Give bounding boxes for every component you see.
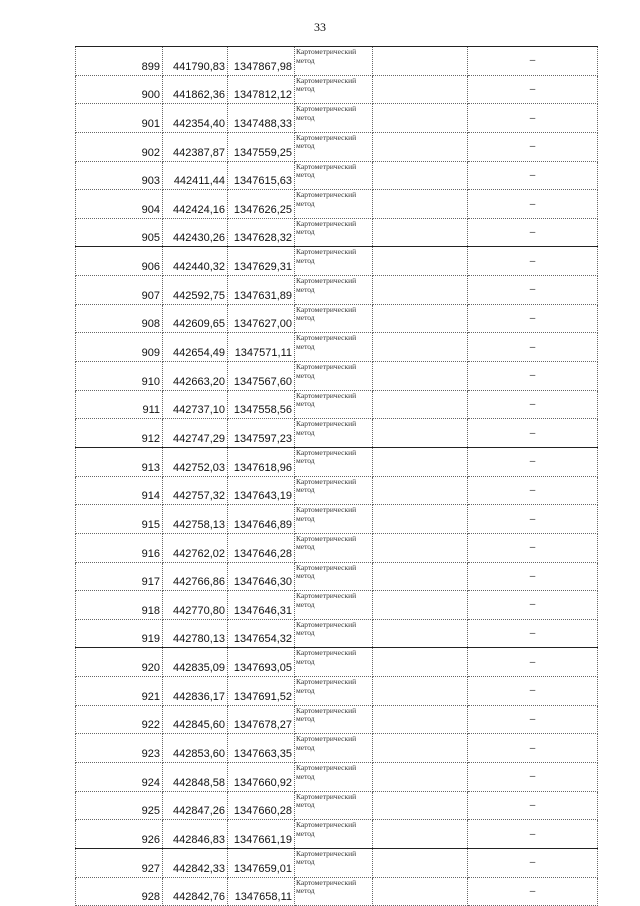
empty-cell (373, 562, 468, 591)
x-coordinate-cell: 442842,33 (163, 848, 228, 877)
method-cell: Картометрический метод (295, 190, 373, 219)
point-number-cell: 916 (76, 533, 163, 562)
table-row (76, 447, 598, 476)
y-coordinate-cell: 1347658,11 (228, 877, 295, 906)
table-row (76, 820, 598, 849)
note-cell: – (468, 505, 598, 534)
point-number-cell: 901 (76, 104, 163, 133)
method-cell: Картометрический метод (295, 161, 373, 190)
y-coordinate-cell: 1347678,27 (228, 705, 295, 734)
table-row (76, 75, 598, 104)
empty-cell (373, 161, 468, 190)
method-cell: Картометрический метод (295, 705, 373, 734)
point-number-cell: 903 (76, 161, 163, 190)
empty-cell (373, 362, 468, 391)
point-number-cell: 927 (76, 848, 163, 877)
y-coordinate-cell: 1347643,19 (228, 476, 295, 505)
method-cell: Картометрический метод (295, 104, 373, 133)
x-coordinate-cell: 442752,03 (163, 447, 228, 476)
x-coordinate-cell: 442387,87 (163, 132, 228, 161)
y-coordinate-cell: 1347654,32 (228, 619, 295, 648)
empty-cell (373, 190, 468, 219)
y-coordinate-cell: 1347646,31 (228, 591, 295, 620)
note-cell: – (468, 619, 598, 648)
note-cell: – (468, 362, 598, 391)
y-coordinate-cell: 1347660,28 (228, 791, 295, 820)
empty-cell (373, 763, 468, 792)
method-cell: Картометрический метод (295, 276, 373, 305)
point-number-cell: 902 (76, 132, 163, 161)
table-row (76, 619, 598, 648)
y-coordinate-cell: 1347659,01 (228, 848, 295, 877)
empty-cell (373, 791, 468, 820)
x-coordinate-cell: 441790,83 (163, 47, 228, 76)
empty-cell (373, 505, 468, 534)
method-cell: Картометрический метод (295, 132, 373, 161)
y-coordinate-cell: 1347559,25 (228, 132, 295, 161)
table-row (76, 677, 598, 706)
method-cell: Картометрический метод (295, 304, 373, 333)
table-row (76, 333, 598, 362)
method-cell: Картометрический метод (295, 419, 373, 448)
x-coordinate-cell: 442836,17 (163, 677, 228, 706)
note-cell: – (468, 791, 598, 820)
empty-cell (373, 619, 468, 648)
method-cell: Картометрический метод (295, 648, 373, 677)
method-cell: Картометрический метод (295, 75, 373, 104)
empty-cell (373, 533, 468, 562)
point-number-cell: 905 (76, 218, 163, 247)
method-cell: Картометрический метод (295, 877, 373, 906)
table-row (76, 763, 598, 792)
x-coordinate-cell: 442430,26 (163, 218, 228, 247)
x-coordinate-cell: 442770,80 (163, 591, 228, 620)
note-cell: – (468, 476, 598, 505)
x-coordinate-cell: 442654,49 (163, 333, 228, 362)
note-cell: – (468, 247, 598, 276)
empty-cell (373, 447, 468, 476)
note-cell: – (468, 161, 598, 190)
point-number-cell: 925 (76, 791, 163, 820)
y-coordinate-cell: 1347663,35 (228, 734, 295, 763)
y-coordinate-cell: 1347646,89 (228, 505, 295, 534)
point-number-cell: 926 (76, 820, 163, 849)
y-coordinate-cell: 1347597,23 (228, 419, 295, 448)
x-coordinate-cell: 442758,13 (163, 505, 228, 534)
point-number-cell: 912 (76, 419, 163, 448)
point-number-cell: 922 (76, 705, 163, 734)
empty-cell (373, 648, 468, 677)
x-coordinate-cell: 442845,60 (163, 705, 228, 734)
method-cell: Картометрический метод (295, 362, 373, 391)
x-coordinate-cell: 442846,83 (163, 820, 228, 849)
coordinates-table-body (76, 47, 598, 906)
x-coordinate-cell: 442440,32 (163, 247, 228, 276)
method-cell: Картометрический метод (295, 476, 373, 505)
method-cell: Картометрический метод (295, 820, 373, 849)
y-coordinate-cell: 1347661,19 (228, 820, 295, 849)
point-number-cell: 908 (76, 304, 163, 333)
x-coordinate-cell: 442853,60 (163, 734, 228, 763)
y-coordinate-cell: 1347558,56 (228, 390, 295, 419)
empty-cell (373, 276, 468, 305)
note-cell: – (468, 419, 598, 448)
note-cell: – (468, 190, 598, 219)
x-coordinate-cell: 442848,58 (163, 763, 228, 792)
y-coordinate-cell: 1347691,52 (228, 677, 295, 706)
table-row (76, 190, 598, 219)
y-coordinate-cell: 1347867,98 (228, 47, 295, 76)
method-cell: Картометрический метод (295, 505, 373, 534)
note-cell: – (468, 533, 598, 562)
table-row (76, 304, 598, 333)
point-number-cell: 904 (76, 190, 163, 219)
x-coordinate-cell: 442757,32 (163, 476, 228, 505)
y-coordinate-cell: 1347488,33 (228, 104, 295, 133)
empty-cell (373, 848, 468, 877)
method-cell: Картометрический метод (295, 247, 373, 276)
method-cell: Картометрический метод (295, 591, 373, 620)
empty-cell (373, 247, 468, 276)
method-cell: Картометрический метод (295, 791, 373, 820)
method-cell: Картометрический метод (295, 218, 373, 247)
note-cell: – (468, 648, 598, 677)
table-row (76, 476, 598, 505)
note-cell: – (468, 304, 598, 333)
x-coordinate-cell: 442424,16 (163, 190, 228, 219)
table-row (76, 276, 598, 305)
y-coordinate-cell: 1347567,60 (228, 362, 295, 391)
y-coordinate-cell: 1347571,11 (228, 333, 295, 362)
note-cell: – (468, 591, 598, 620)
empty-cell (373, 419, 468, 448)
note-cell: – (468, 132, 598, 161)
y-coordinate-cell: 1347628,32 (228, 218, 295, 247)
table-row (76, 104, 598, 133)
table-row (76, 533, 598, 562)
point-number-cell: 919 (76, 619, 163, 648)
y-coordinate-cell: 1347646,28 (228, 533, 295, 562)
table-row (76, 132, 598, 161)
y-coordinate-cell: 1347627,00 (228, 304, 295, 333)
x-coordinate-cell: 442780,13 (163, 619, 228, 648)
point-number-cell: 918 (76, 591, 163, 620)
empty-cell (373, 820, 468, 849)
y-coordinate-cell: 1347615,63 (228, 161, 295, 190)
x-coordinate-cell: 442411,44 (163, 161, 228, 190)
empty-cell (373, 390, 468, 419)
method-cell: Картометрический метод (295, 390, 373, 419)
empty-cell (373, 132, 468, 161)
table-row (76, 218, 598, 247)
y-coordinate-cell: 1347660,92 (228, 763, 295, 792)
note-cell: – (468, 218, 598, 247)
point-number-cell: 910 (76, 362, 163, 391)
x-coordinate-cell: 442762,02 (163, 533, 228, 562)
method-cell: Картометрический метод (295, 619, 373, 648)
method-cell: Картометрический метод (295, 677, 373, 706)
coordinates-table (75, 46, 598, 906)
y-coordinate-cell: 1347646,30 (228, 562, 295, 591)
x-coordinate-cell: 442835,09 (163, 648, 228, 677)
empty-cell (373, 333, 468, 362)
point-number-cell: 899 (76, 47, 163, 76)
x-coordinate-cell: 442737,10 (163, 390, 228, 419)
empty-cell (373, 877, 468, 906)
table-row (76, 791, 598, 820)
table-row (76, 648, 598, 677)
table-row (76, 47, 598, 76)
empty-cell (373, 591, 468, 620)
empty-cell (373, 218, 468, 247)
x-coordinate-cell: 442847,26 (163, 791, 228, 820)
page-number: 33 (314, 20, 326, 34)
point-number-cell: 900 (76, 75, 163, 104)
note-cell: – (468, 820, 598, 849)
empty-cell (373, 476, 468, 505)
note-cell: – (468, 705, 598, 734)
note-cell: – (468, 104, 598, 133)
y-coordinate-cell: 1347629,31 (228, 247, 295, 276)
y-coordinate-cell: 1347631,89 (228, 276, 295, 305)
note-cell: – (468, 763, 598, 792)
note-cell: – (468, 75, 598, 104)
empty-cell (373, 677, 468, 706)
table-row (76, 390, 598, 419)
empty-cell (373, 734, 468, 763)
note-cell: – (468, 734, 598, 763)
x-coordinate-cell: 442842,76 (163, 877, 228, 906)
note-cell: – (468, 276, 598, 305)
point-number-cell: 920 (76, 648, 163, 677)
method-cell: Картометрический метод (295, 533, 373, 562)
note-cell: – (468, 390, 598, 419)
point-number-cell: 915 (76, 505, 163, 534)
x-coordinate-cell: 442354,40 (163, 104, 228, 133)
table-row (76, 362, 598, 391)
table-row (76, 562, 598, 591)
table-row (76, 419, 598, 448)
note-cell: – (468, 562, 598, 591)
point-number-cell: 906 (76, 247, 163, 276)
empty-cell (373, 104, 468, 133)
method-cell: Картометрический метод (295, 734, 373, 763)
method-cell: Картометрический метод (295, 333, 373, 362)
point-number-cell: 917 (76, 562, 163, 591)
note-cell: – (468, 47, 598, 76)
note-cell: – (468, 677, 598, 706)
point-number-cell: 914 (76, 476, 163, 505)
method-cell: Картометрический метод (295, 47, 373, 76)
empty-cell (373, 75, 468, 104)
method-cell: Картометрический метод (295, 447, 373, 476)
point-number-cell: 923 (76, 734, 163, 763)
x-coordinate-cell: 442609,65 (163, 304, 228, 333)
table-row (76, 705, 598, 734)
method-cell: Картометрический метод (295, 848, 373, 877)
y-coordinate-cell: 1347626,25 (228, 190, 295, 219)
point-number-cell: 921 (76, 677, 163, 706)
point-number-cell: 909 (76, 333, 163, 362)
point-number-cell: 907 (76, 276, 163, 305)
y-coordinate-cell: 1347618,96 (228, 447, 295, 476)
method-cell: Картометрический метод (295, 763, 373, 792)
note-cell: – (468, 877, 598, 906)
x-coordinate-cell: 442592,75 (163, 276, 228, 305)
x-coordinate-cell: 442747,29 (163, 419, 228, 448)
point-number-cell: 911 (76, 390, 163, 419)
table-row (76, 591, 598, 620)
y-coordinate-cell: 1347693,05 (228, 648, 295, 677)
table-row (76, 505, 598, 534)
table-row (76, 247, 598, 276)
table-row (76, 161, 598, 190)
table-row (76, 734, 598, 763)
y-coordinate-cell: 1347812,12 (228, 75, 295, 104)
x-coordinate-cell: 442766,86 (163, 562, 228, 591)
method-cell: Картометрический метод (295, 562, 373, 591)
note-cell: – (468, 447, 598, 476)
note-cell: – (468, 848, 598, 877)
point-number-cell: 924 (76, 763, 163, 792)
point-number-cell: 928 (76, 877, 163, 906)
empty-cell (373, 304, 468, 333)
table-row (76, 877, 598, 906)
x-coordinate-cell: 441862,36 (163, 75, 228, 104)
empty-cell (373, 47, 468, 76)
point-number-cell: 913 (76, 447, 163, 476)
table-row (76, 848, 598, 877)
empty-cell (373, 705, 468, 734)
x-coordinate-cell: 442663,20 (163, 362, 228, 391)
note-cell: – (468, 333, 598, 362)
